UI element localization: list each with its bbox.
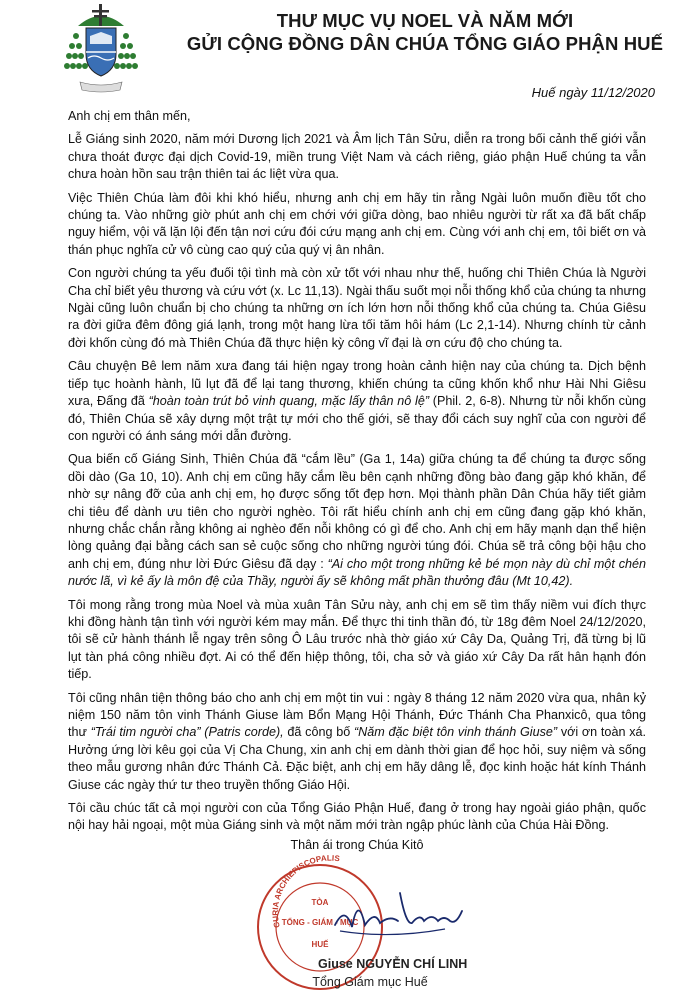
paragraph-7-text-b: đã công bố <box>283 725 354 740</box>
seal-line-1: TÒA <box>311 898 329 907</box>
paragraph-5-text-a: Qua biến cố Giáng Sinh, Thiên Chúa đã “cắm lều” (Ga 1, 14a) giữa chúng ta để chúng ta được sống dồi dào (Ga 10, 10). Anh chị em cũng hãy cắm lều bên cạnh những đồng bào đang gặp khó khăn, để nhờ sự nâng đỡ của anh chị em, họ được sống tốt đẹp hơn. Mọi thành phần Dân Chúa hãy tiết giảm chi tiêu để dành ưu tiên cho người nghèo. Tôi rất hiểu chính anh chị em cũng đang gặp khó khăn, nhưng chắc chắn rằng không ai nghèo đến nỗi không có gì để cho. Anh chị em hãy mạnh dạn thể hiện lòng quảng đại bằng cách san sẻ cuộc sống cho những người túng đói. Chúa sẽ trả công bội hậu cho anh chị em, đúng như lời Đức Giêsu đã dạy : <box>68 452 646 571</box>
paragraph-7-text-c: với ơn toàn xá. Hưởng ứng lời kêu gọi của Vị Cha Chung, xin anh chị em dành thời gian để học hỏi, suy niệm và sống theo mẫu gương nhân đức Thánh Cả. Đặc biệt, anh chị em hãy dâng lễ, đọc kinh hoặc hát kính Thánh Giuse các ngày thứ tư theo truyền thống Giáo Hội. <box>68 725 646 792</box>
seal-line-3: HUẾ <box>311 940 329 949</box>
paragraph-7-text-a: Tôi cũng nhân tiện thông báo cho anh chị em một tin vui : ngày 8 tháng 12 năm 2020 vừa qua, nhân kỷ niệm 150 năm tôn vinh Thánh Giuse làm Bổn Mạng Hội Thánh, Đức Thánh Cha Phanxicô, qua tông thư <box>68 690 646 740</box>
page-title-line-1: THƯ MỤC VỤ NOEL VÀ NĂM MỚI <box>276 10 574 31</box>
paragraph-4-text-b: (Phil. 2, 6-8). Nhưng từ nỗi khốn cùng đó, Thiên Chúa sẽ xây dựng một trật tự mới cho thế giới, sẽ thay đổi cách suy nghĩ của con người để con người có ánh sáng mới dẫn đường. <box>68 394 646 443</box>
paragraph-7-quote-1: “Trái tim người cha” (Patris corde), <box>90 725 284 740</box>
seal-line-2: TỔNG - GIÁM - MỤC <box>281 918 359 927</box>
paragraph-1: Lễ Giáng sinh 2020, năm mới Dương lịch 2021 và Âm lịch Tân Sửu, diễn ra trong bối cảnh thế giới vẫn chưa thoát được đại dịch Covid-19, miền trung Việt Nam và cách riêng, giáo phận Huế chúng ta vẫn chưa hoàn hồn sau trận thiên tai ác liệt vừa qua. <box>68 132 646 182</box>
paragraph-7 <box>68 690 646 794</box>
paragraph-4-quote: “hoàn toàn trút bỏ vinh quang, mặc lấy thân nô lệ” <box>148 394 430 409</box>
page-title-line-2: GỬI CỘNG ĐỒNG DÂN CHÚA TỔNG GIÁO PHẬN HUẾ <box>186 33 664 54</box>
seal-ring-text: CURIA ARCHIEPISCOPALIS <box>270 855 341 929</box>
signatory-name: Giuse NGUYỄN CHÍ LINH <box>318 957 468 971</box>
paragraph-8: Tôi cầu chúc tất cả mọi người con của Tổng Giáo Phận Huế, đang ở trong hay ngoài giáo phận, quốc nội hay hải ngoại, một mùa Giáng sinh và một năm mới tràn ngập phúc lành của Chúa Hài Đồng. <box>68 801 646 833</box>
paragraph-4 <box>68 358 646 445</box>
paragraph-3: Con người chúng ta yếu đuối tội tình mà còn xử tốt với nhau như thế, huống chi Thiên Chúa là Người Cha chỉ biết yêu thương và cứu vớt (x. Lc 11,13). Ngài thấu suốt mọi nỗi thống khổ của chúng ta nhưng Ngài cũng luôn chuẩn bị cho chúng ta những ơn ích lớn hơn nỗi thống khổ của chúng ta. Chúa Giêsu ra đời giữa đêm đông giá lạnh, trong một hang lừa tối tăm hôi hám (Lc 2,1-14). Nhưng chính từ cảnh đời khốn cùng đó mà Thiên Chúa đã thực hiện kỳ công vĩ đại là ơn cứu độ cho chúng ta. <box>68 266 646 350</box>
signatory-role: Tổng Giám mục Huế <box>312 975 428 989</box>
paragraph-4-text-a: Câu chuyện Bê lem năm xưa đang tái hiện ngay trong hoàn cảnh hiện nay của chúng ta. Dịch bệnh tiếp tục hoành hành, lũ lụt đã để lại tang thương, khiến chúng ta cũng khốn khổ như Hài Nhi Giêsu xưa, Đấng đã <box>68 359 646 409</box>
paragraph-7-quote-2: “Năm đặc biệt tôn vinh thánh Giuse” <box>353 725 558 740</box>
letter-body <box>68 108 646 841</box>
letter-date: Huế ngày 11/12/2020 <box>531 85 655 100</box>
paragraph-6: Tôi mong rằng trong mùa Noel và mùa xuân Tân Sửu này, anh chị em sẽ tìm thấy niềm vui đích thực khi đồng hành tận tình với người kém may mắn. Để thực thi tinh thần đó, từ 18g đêm Noel 24/12/2020, tôi sẽ cử hành thánh lễ ngay trên sông Ô Lâu trước nhà thờ giáo xứ Cây Da, Quảng Trị, đã từng bị lũ lụt tàn phá công nhiều đợt. Ai có thể đến hiệp thông, tôi, cha sở và giáo xứ Cây Da rất hân hạnh đón tiếp. <box>68 597 646 682</box>
paragraph-5-quote: “Ai cho một trong những kẻ bé mọn này dù chỉ một chén nước lã, vì kẻ ấy là môn đệ của Thầy, người ấy sẽ không mất phần thưởng đâu (Mt 10,42). <box>68 556 646 589</box>
paragraph-2: Việc Thiên Chúa làm đôi khi khó hiểu, nhưng anh chị em hãy tin rằng Ngài luôn muốn điều tốt cho chúng ta. Vào những giờ phút anh chị em chới với giữa dòng, bao nhiêu người từ rất xa đã bất chấp nguy hiểm, vội vã lặn lội đến tận nơi cứu đói cứu mạng anh chị em. Cùng với anh chị em, tôi biết ơn và thán phục nghĩa cử vô cùng cao quý của quý vị ân nhân. <box>68 190 646 257</box>
closing-line: Thân ái trong Chúa Kitô <box>290 838 424 852</box>
official-seal-icon <box>240 855 470 995</box>
archdiocese-crest-icon <box>64 2 138 94</box>
paragraph-5 <box>68 451 646 590</box>
greeting: Anh chị em thân mến, <box>68 109 191 123</box>
